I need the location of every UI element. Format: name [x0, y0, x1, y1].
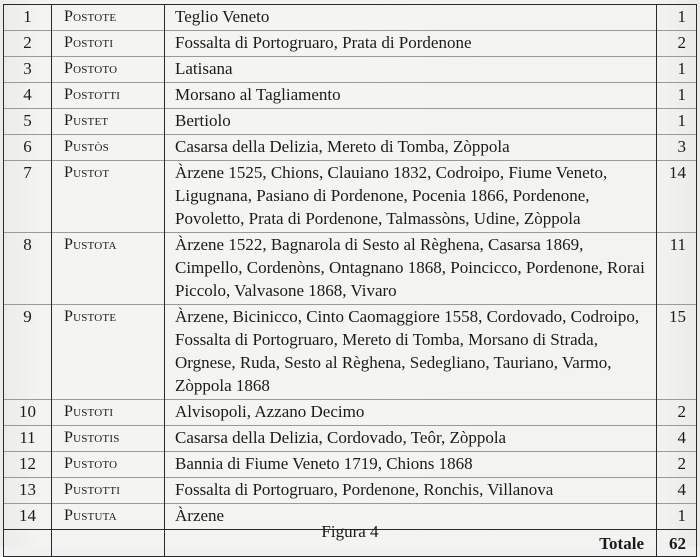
table-row [4, 57, 697, 83]
table-row [4, 233, 697, 305]
figure-caption: Figura 4 [321, 522, 379, 541]
table-row [4, 109, 697, 135]
row-number: 3 [4, 57, 52, 83]
surname-form: Pustoti [52, 400, 165, 426]
row-number: 6 [4, 135, 52, 161]
row-number: 12 [4, 452, 52, 478]
occurrence-count: 1 [657, 5, 697, 31]
surname-form: Pustuta [52, 504, 165, 530]
table-row [4, 305, 697, 400]
occurrence-count: 1 [657, 57, 697, 83]
occurrence-count: 11 [657, 233, 697, 305]
table-row [4, 135, 697, 161]
place-list: Alvisopoli, Azzano Decimo [165, 400, 657, 426]
place-list: Fossalta di Portogruaro, Prata di Pordenone [165, 31, 657, 57]
occurrence-count: 2 [657, 452, 697, 478]
place-list: Casarsa della Delizia, Cordovado, Teôr, Zòppola [165, 426, 657, 452]
place-list: Latisana [165, 57, 657, 83]
row-number: 9 [4, 305, 52, 400]
surname-form: Pustotis [52, 426, 165, 452]
occurrence-count: 15 [657, 305, 697, 400]
place-list: Teglio Veneto [165, 5, 657, 31]
place-list: Àrzene 1522, Bagnarola di Sesto al Règhena, Casarsa 1869, Cimpello, Cordenòns, Ontagnano 1868, Poincicco, Pordenone, Rorai Piccolo, Valvasone 1868, Vivaro [165, 233, 657, 305]
surname-form: Pustet [52, 109, 165, 135]
table-row [4, 400, 697, 426]
occurrence-count: 14 [657, 161, 697, 233]
surname-form: Pustote [52, 305, 165, 400]
occurrence-count: 4 [657, 478, 697, 504]
row-number: 2 [4, 31, 52, 57]
row-number: 13 [4, 478, 52, 504]
occurrence-count: 3 [657, 135, 697, 161]
table-row [4, 426, 697, 452]
surname-form: Postoto [52, 57, 165, 83]
row-number: 7 [4, 161, 52, 233]
place-list: Bannia di Fiume Veneto 1719, Chions 1868 [165, 452, 657, 478]
row-number: 5 [4, 109, 52, 135]
table-row [4, 478, 697, 504]
table-row [4, 452, 697, 478]
occurrence-count: 4 [657, 426, 697, 452]
place-list: Bertiolo [165, 109, 657, 135]
table-row [4, 161, 697, 233]
surname-form: Postoti [52, 31, 165, 57]
table-row [4, 5, 697, 31]
row-number: 10 [4, 400, 52, 426]
surname-form: Pustotti [52, 478, 165, 504]
occurrence-count: 1 [657, 83, 697, 109]
total-value: 62 [657, 530, 697, 557]
row-number: 4 [4, 83, 52, 109]
surname-form: Pustòs [52, 135, 165, 161]
place-list: Àrzene 1525, Chions, Clauiano 1832, Codroipo, Fiume Veneto, Ligugnana, Pasiano di Pordenone, Pocenia 1866, Pordenone, Povoletto, Prata di Pordenone, Talmassòns, Udine, Zòppola [165, 161, 657, 233]
surname-form: Postote [52, 5, 165, 31]
row-number: 14 [4, 504, 52, 530]
surname-form: Pustoto [52, 452, 165, 478]
row-number: 1 [4, 5, 52, 31]
surname-form: Postotti [52, 83, 165, 109]
occurrence-count: 1 [657, 109, 697, 135]
surname-frequency-table [3, 4, 697, 557]
table-row [4, 83, 697, 109]
surname-form: Pustot [52, 161, 165, 233]
place-list: Casarsa della Delizia, Mereto di Tomba, Zòppola [165, 135, 657, 161]
occurrence-count: 2 [657, 31, 697, 57]
table-row [4, 31, 697, 57]
occurrence-count: 1 [657, 504, 697, 530]
place-list: Morsano al Tagliamento [165, 83, 657, 109]
place-list: Fossalta di Portogruaro, Pordenone, Ronchis, Villanova [165, 478, 657, 504]
row-number: 8 [4, 233, 52, 305]
place-list: Àrzene, Bicinicco, Cinto Caomaggiore 1558, Cordovado, Codroipo, Fossalta di Portogruaro, Mereto di Tomba, Morsano di Strada, Orgnese, Ruda, Sesto al Règhena, Sedegliano, Tauriano, Varmo, Zòppola 1868 [165, 305, 657, 400]
occurrence-count: 2 [657, 400, 697, 426]
surname-form: Pustota [52, 233, 165, 305]
place-list: Àrzene [165, 504, 657, 530]
total-label: Totale [165, 530, 657, 557]
row-number: 11 [4, 426, 52, 452]
